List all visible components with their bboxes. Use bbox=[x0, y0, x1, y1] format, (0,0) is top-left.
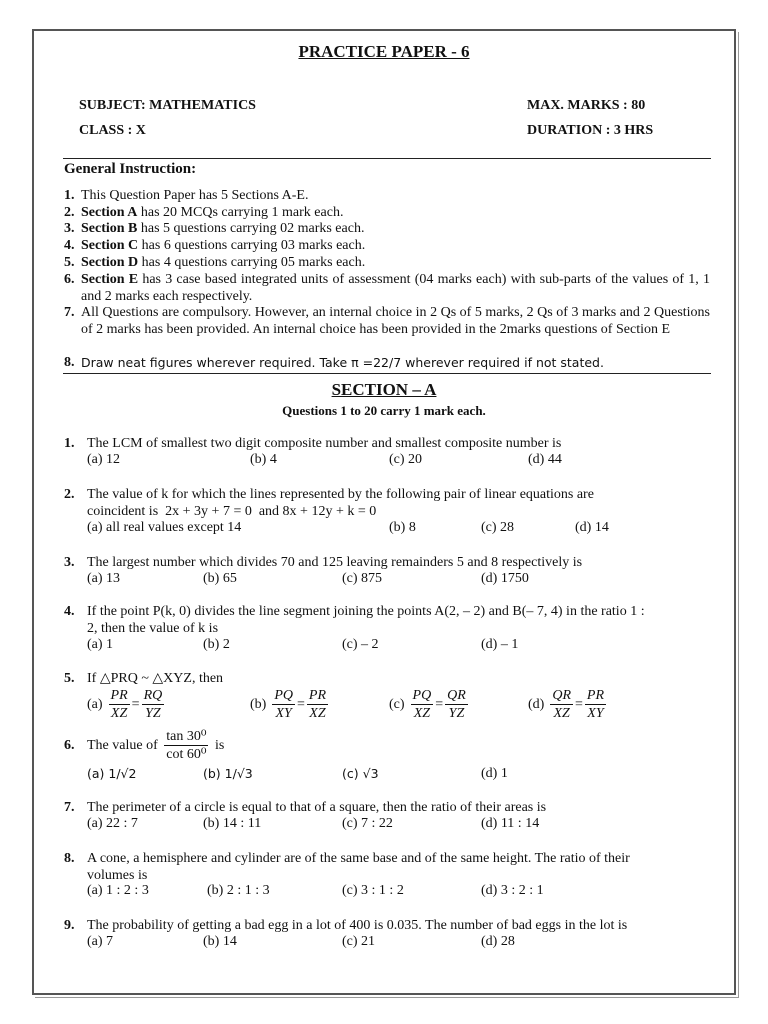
option-b: (b) 2 : 1 : 3 bbox=[207, 883, 270, 898]
question-9 bbox=[64, 917, 714, 934]
subject-label: SUBJECT: MATHEMATICS bbox=[79, 98, 256, 113]
instruction-number: 1. bbox=[64, 188, 75, 203]
option-d: (d) 1 bbox=[481, 766, 508, 781]
question-number: 4. bbox=[64, 604, 75, 619]
question-text-line2: volumes is bbox=[87, 868, 148, 883]
question-8 bbox=[64, 850, 714, 884]
option-c: (c) 21 bbox=[342, 934, 376, 949]
question-text-end: is bbox=[214, 738, 225, 753]
option-a: (a) 7 bbox=[87, 934, 114, 949]
option-d: (d) – 1 bbox=[481, 637, 519, 652]
question-text: The largest number which divides 70 and 125 leaving remainders 5 and 8 respectively is bbox=[87, 555, 583, 570]
question-number: 8. bbox=[64, 851, 75, 866]
fraction-denominator: cot 60⁰ bbox=[166, 747, 207, 762]
instruction-item bbox=[64, 305, 710, 338]
instruction-number: 7. bbox=[64, 305, 75, 320]
instruction-text: has 4 questions carrying 05 marks each. bbox=[138, 255, 366, 270]
instruction-item bbox=[64, 205, 710, 222]
option-b: (b) 14 : 11 bbox=[203, 816, 262, 831]
question-5 bbox=[64, 670, 714, 687]
question-text-line2: coincident is 2x + 3y + 7 = 0 and 8x + 12y + k = 0 bbox=[87, 504, 377, 519]
question-3 bbox=[64, 554, 714, 571]
instruction-bold: Section D bbox=[81, 255, 139, 270]
divider bbox=[63, 373, 711, 374]
instruction-text: has 5 questions carrying 02 marks each. bbox=[137, 221, 365, 236]
option-a: (a) 12 bbox=[87, 452, 121, 467]
option-d: (d) 28 bbox=[481, 934, 515, 949]
question-text: The value of bbox=[87, 738, 158, 753]
question-text: The perimeter of a circle is equal to that of a square, then the ratio of their areas is bbox=[87, 800, 547, 815]
question-text-line2: 2, then the value of k is bbox=[87, 621, 219, 636]
instruction-number: 6. bbox=[64, 272, 75, 287]
option-c: (c) 3 : 1 : 2 bbox=[342, 883, 404, 898]
instruction-number: 3. bbox=[64, 221, 75, 236]
instruction-bold: Section A bbox=[81, 205, 138, 220]
option-b: (b) 8 bbox=[389, 520, 416, 535]
instruction-text: Draw neat figures wherever required. Take π =22/7 wherever required if not stated. bbox=[81, 355, 604, 370]
instructions-heading: General Instruction: bbox=[64, 161, 197, 177]
option-a: (a) 1/√2 bbox=[87, 766, 137, 781]
option-d: (d) 1750 bbox=[481, 571, 529, 586]
instruction-bold: Section C bbox=[81, 238, 139, 253]
section-title: SECTION – A bbox=[331, 380, 437, 399]
question-number: 9. bbox=[64, 918, 75, 933]
option-a: (a) 1 : 2 : 3 bbox=[87, 883, 149, 898]
class-label: CLASS : X bbox=[79, 123, 146, 138]
instruction-text: has 3 case based integrated units of assessment (04 marks each) with sub-parts of the values of 1, 1 and 2 marks each respectively. bbox=[81, 272, 710, 304]
question-1 bbox=[64, 435, 714, 452]
question-number: 7. bbox=[64, 800, 75, 815]
option-b: (b) $\frac{PQ}{XY}$ = $\frac{PR}{XZ}$ bbox=[250, 688, 327, 721]
question-number: 6. bbox=[64, 738, 75, 753]
instruction-item bbox=[64, 255, 710, 272]
question-text: The value of k for which the lines represented by the following pair of linear equations are bbox=[87, 487, 594, 502]
option-c: (c) 28 bbox=[481, 520, 515, 535]
option-c: (c) 20 bbox=[389, 452, 423, 467]
instruction-item bbox=[64, 188, 710, 205]
question-6 bbox=[64, 728, 714, 763]
instruction-number: 5. bbox=[64, 255, 75, 270]
instruction-item bbox=[64, 355, 710, 372]
question-4 bbox=[64, 603, 714, 637]
max-marks-label: MAX. MARKS : 80 bbox=[527, 98, 646, 113]
option-a: (a) $\frac{PR}{XZ}$ = $\frac{RQ}{YZ}$ bbox=[87, 688, 163, 721]
option-d: (d) 14 bbox=[575, 520, 609, 535]
instruction-text: All Questions are compulsory. However, an internal choice in 2 Qs of 5 marks, 2 Qs of 3 marks and 2 Questions of 2 marks has been provided. An internal choice has been provided in the 2marks questions of Section E bbox=[81, 305, 710, 337]
option-d: (d) 3 : 2 : 1 bbox=[481, 883, 544, 898]
option-d: (d) 44 bbox=[528, 452, 562, 467]
option-b: (b) 65 bbox=[203, 571, 237, 586]
instruction-number: 2. bbox=[64, 205, 75, 220]
question-text: The LCM of smallest two digit composite number and smallest composite number is bbox=[87, 436, 562, 451]
option-a: (a) 22 : 7 bbox=[87, 816, 138, 831]
option-b: (b) 2 bbox=[203, 637, 230, 652]
question-2 bbox=[64, 486, 714, 520]
option-b: (b) 4 bbox=[250, 452, 277, 467]
option-c: (c) 7 : 22 bbox=[342, 816, 393, 831]
instruction-text: This Question Paper has 5 Sections A-E. bbox=[81, 188, 309, 203]
instruction-number: 4. bbox=[64, 238, 75, 253]
instruction-text: has 6 questions carrying 03 marks each. bbox=[138, 238, 366, 253]
fraction-numerator: tan 30⁰ bbox=[166, 729, 207, 744]
instruction-item bbox=[64, 272, 710, 305]
question-number: 3. bbox=[64, 555, 75, 570]
option-b: (b) 1/√3 bbox=[203, 766, 253, 781]
section-subtitle: Questions 1 to 20 carry 1 mark each. bbox=[282, 403, 486, 418]
option-a: (a) 13 bbox=[87, 571, 121, 586]
option-d: (d) 11 : 14 bbox=[481, 816, 540, 831]
paper-title: PRACTICE PAPER - 6 bbox=[298, 42, 470, 61]
option-c: (c) √3 bbox=[342, 766, 379, 781]
divider bbox=[63, 158, 711, 159]
question-number: 1. bbox=[64, 436, 75, 451]
question-7 bbox=[64, 799, 714, 816]
instruction-bold: Section B bbox=[81, 221, 138, 236]
option-c: (c) $\frac{PQ}{XZ}$ = $\frac{QR}{YZ}$ bbox=[389, 688, 466, 721]
instruction-bold: Section E bbox=[81, 272, 139, 287]
instruction-text: has 20 MCQs carrying 1 mark each. bbox=[137, 205, 344, 220]
duration-label: DURATION : 3 HRS bbox=[527, 123, 654, 138]
instruction-item bbox=[64, 221, 710, 238]
option-d: (d) $\frac{QR}{XZ}$ = $\frac{PR}{XY}$ bbox=[528, 688, 605, 721]
instruction-number: 8. bbox=[64, 355, 75, 370]
option-a: (a) all real values except 14 bbox=[87, 520, 242, 535]
instruction-item bbox=[64, 238, 710, 255]
option-c: (c) – 2 bbox=[342, 637, 379, 652]
option-a: (a) 1 bbox=[87, 637, 114, 652]
option-b: (b) 14 bbox=[203, 934, 237, 949]
option-c: (c) 875 bbox=[342, 571, 383, 586]
question-number: 2. bbox=[64, 487, 75, 502]
question-text: If the point P(k, 0) divides the line segment joining the points A(2, – 2) and B(– 7, 4) in the ratio 1 : bbox=[87, 604, 645, 619]
question-number: 5. bbox=[64, 671, 75, 686]
question-text: If △PRQ ~ △XYZ, then bbox=[87, 671, 224, 686]
question-text: A cone, a hemisphere and cylinder are of the same base and of the same height. The ratio of their bbox=[87, 851, 630, 866]
question-text: The probability of getting a bad egg in a lot of 400 is 0.035. The number of bad eggs in the lot is bbox=[87, 918, 628, 933]
